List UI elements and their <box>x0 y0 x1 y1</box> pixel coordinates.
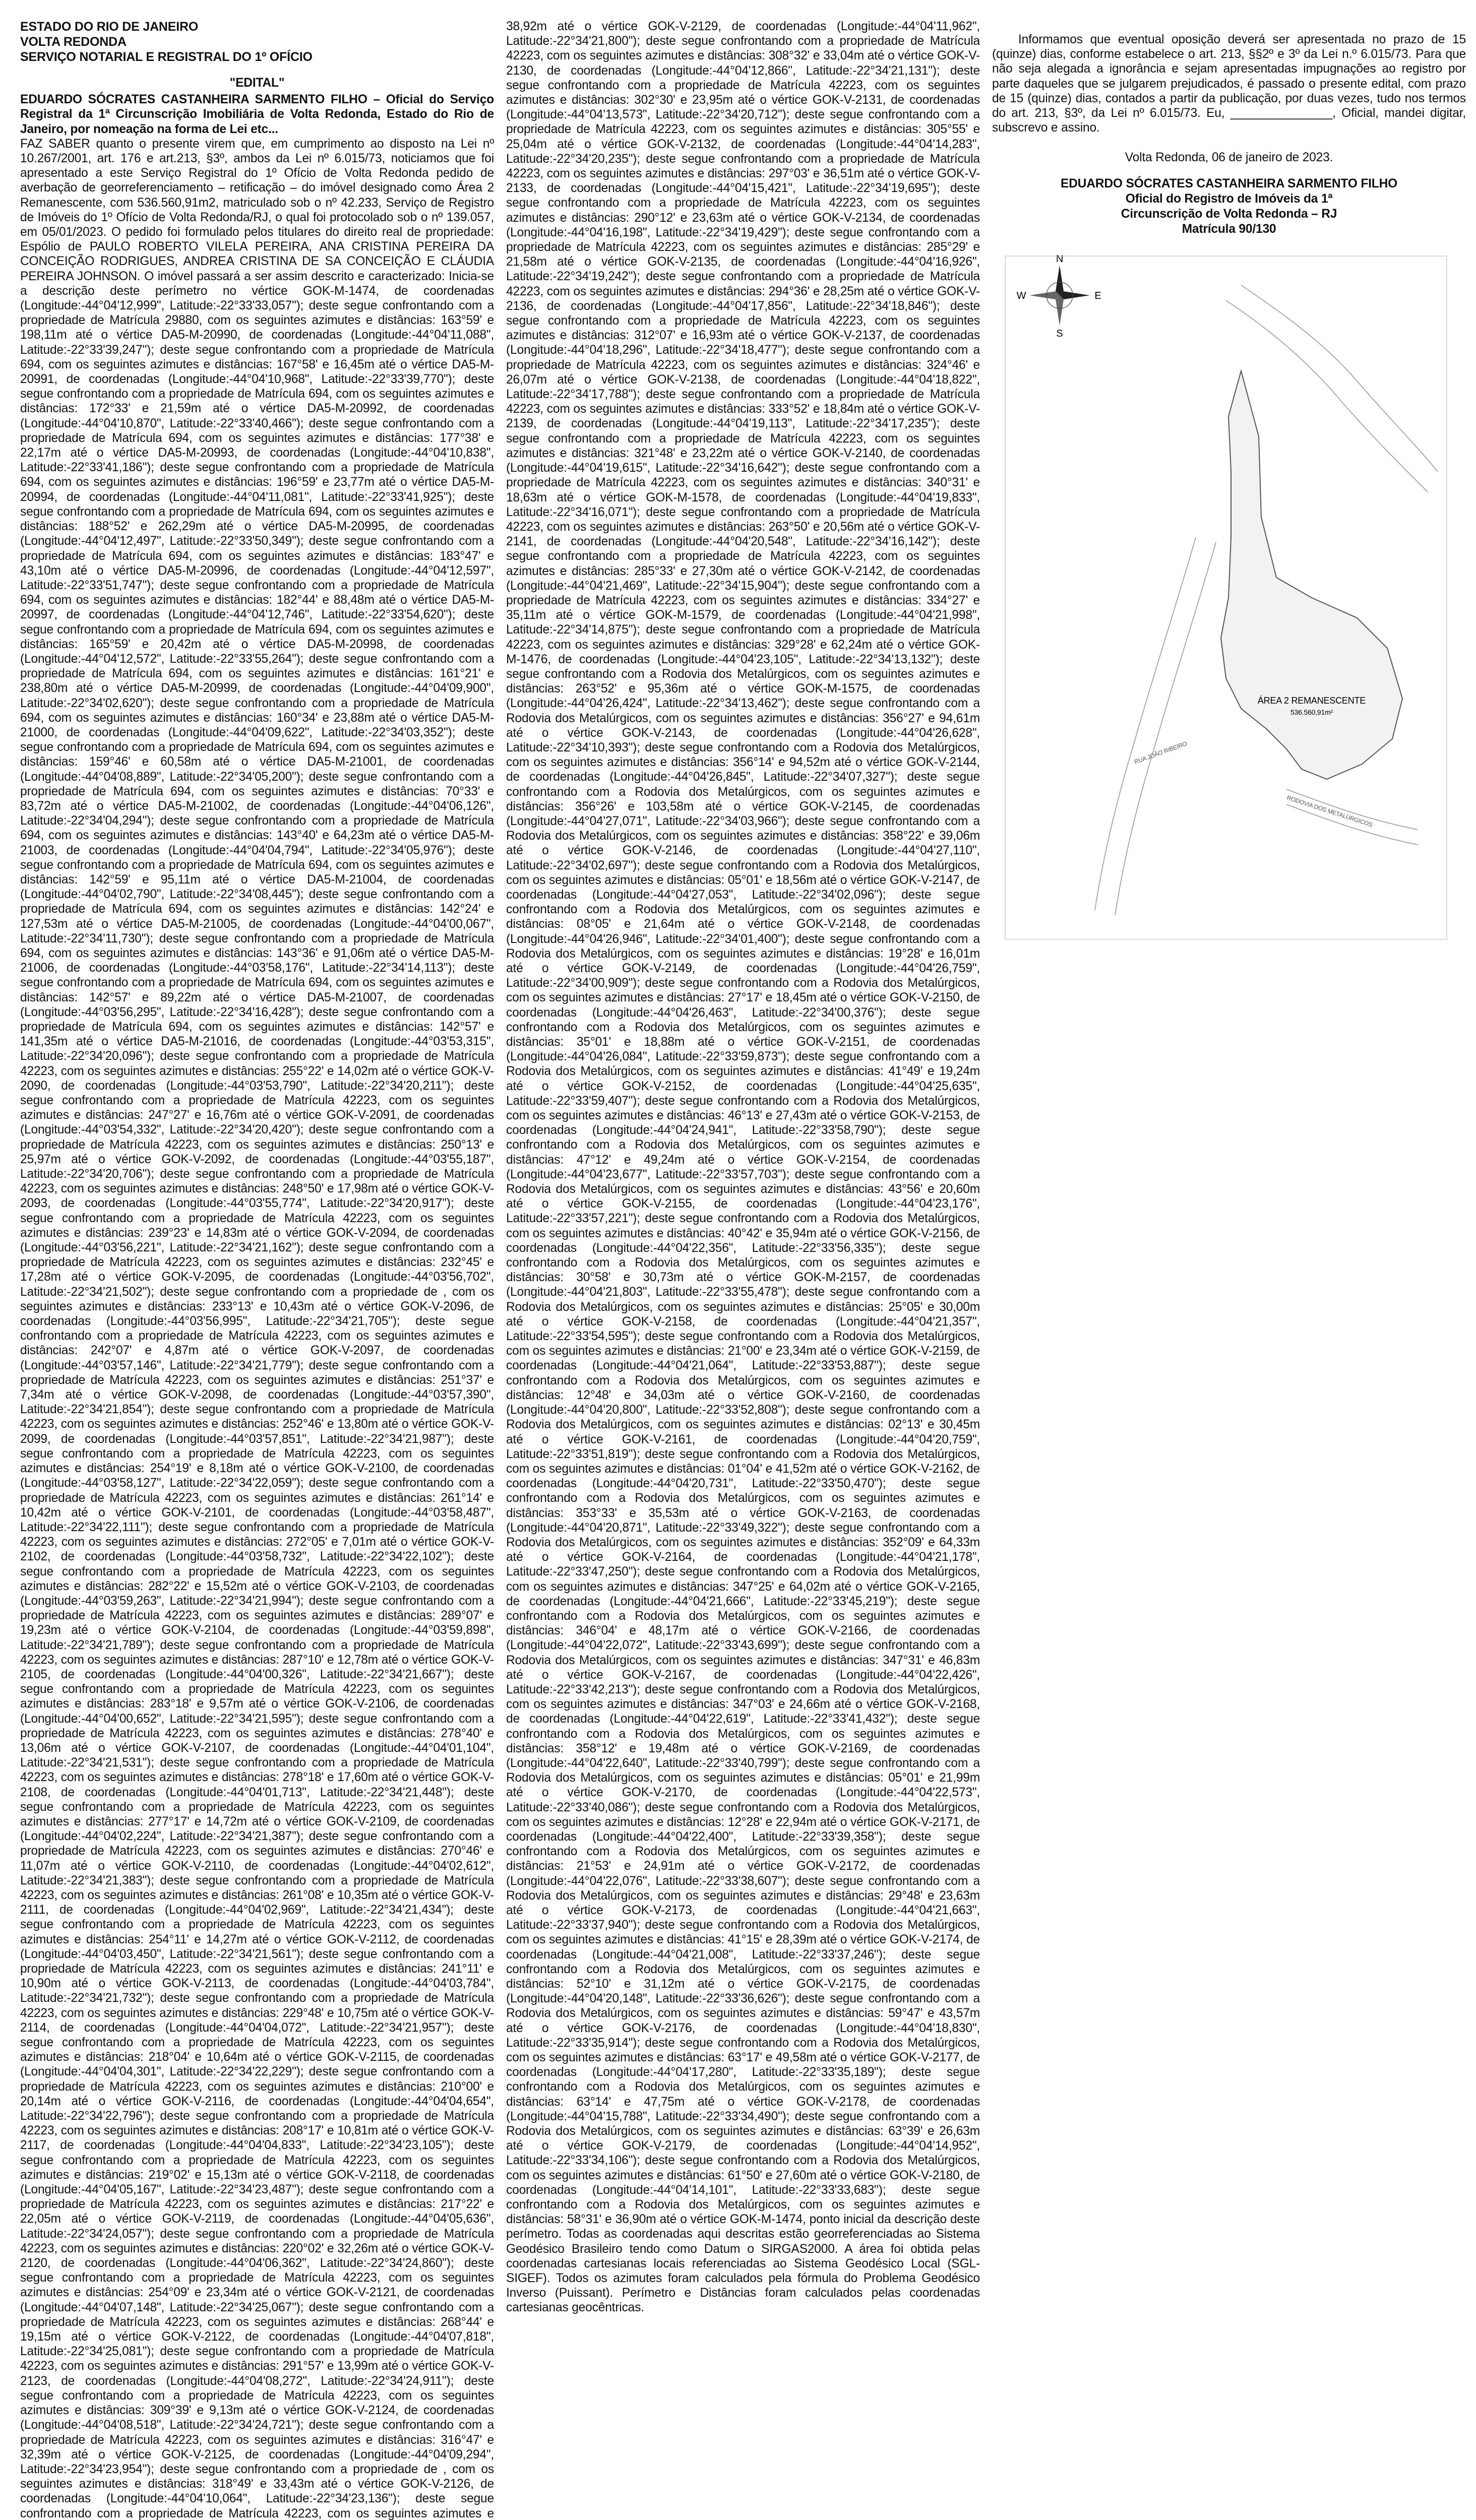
compass-s: S <box>1056 328 1063 339</box>
header-city: VOLTA REDONDA <box>20 35 127 49</box>
description-paragraph: 38,92m até o vértice GOK-V-2129, de coordenadas (Longitude:-44°04'11,962", Latitude:-22°34'21,800"); deste segue confrontando com a propriedade de Matrícula 42223, com os seguintes azimutes e distâncias: 308°32' e 33,04m até o vértice GOK-V-2130, de coordenadas (Longitude:-44°04'12,866", Latitude:-22°34'21,131"); deste segue confrontando com a propriedade de Matrícula 42223, com os seguintes azimutes e distâncias: 302°30' e 23,95m até o vértice GOK-V-2131, de coordenadas (Longitude:-44°04'13,573", Latitude:-22°34'20,712"); deste segue confrontando com a propriedade de Matrícula 42223, com os seguintes azimutes e distâncias: 305°55' e 25,04m até o vértice GOK-V-2132, de coordenadas (Longitude:-44°04'14,283", Latitude:-22°34'20,235"); deste segue confrontando com a propriedade de Matrícula 42223, com os seguintes azimutes e distâncias: 297°03' e 36,51m até o vértice GOK-V-2133, de coordenadas (Longitude:-44°04'15,421", Latitude:-22°34'19,695"); deste segue confrontando com a propriedade de Matrícula 42223, com os seguintes azimutes e distâncias: 290°12' e 23,63m até o vértice GOK-V-2134, de coordenadas (Longitude:-44°04'16,198", Latitude:-22°34'19,429"); deste segue confrontando com a propriedade de Matrícula 42223, com os seguintes azimutes e distâncias: 285°29' e 21,58m até o vértice GOK-V-2135, de coordenadas (Longitude:-44°04'16,926", Latitude:-22°34'19,242"); deste segue confrontando com a propriedade de Matrícula 42223, com os seguintes azimutes e distâncias: 294°36' e 28,25m até o vértice GOK-V-2136, de coordenadas (Longitude:-44°04'17,856", Latitude:-22°34'18,846"); deste segue confrontando com a propriedade de Matrícula 42223, com os seguintes azimutes e distâncias: 312°07' e 16,93m até o vértice GOK-V-2137, de coordenadas (Longitude:-44°04'18,296", Latitude:-22°34'18,477"); deste segue confrontando com a propriedade de Matrícula 42223, com os seguintes azimutes e distâncias: 324°46' e 26,07m até o vértice GOK-V-2138, de coordenadas (Longitude:-44°04'18,822", Latitude:-22°34'17,788"); deste segue confrontando com a propriedade de Matrícula 42223, com os seguintes azimutes e distâncias: 333°52' e 18,84m até o vértice GOK-V-2139, de coordenadas (Longitude:-44°04'19,113", Latitude:-22°34'17,235"); deste segue confrontando com a propriedade de Matrícula 42223, com os seguintes azimutes e distâncias: 321°48' e 23,22m até o vértice GOK-V-2140, de coordenadas (Longitude:-44°04'19,615", Latitude:-22°34'16,642"); deste segue confrontando com a propriedade de Matrícula 42223, com os seguintes azimutes e distâncias: 340°31' e 18,63m até o vértice GOK-M-1578, de coordenadas (Longitude:-44°04'19,833", Latitude:-22°34'16,071"); deste segue confrontando com a propriedade de Matrícula 42223, com os seguintes azimutes e distâncias: 263°50' e 20,56m até o vértice GOK-V-2141, de coordenadas (Longitude:-44°04'20,548", Latitude:-22°34'16,142"); deste segue confrontando com a propriedade de Matrícula 42223, com os seguintes azimutes e distâncias: 285°33' e 27,30m até o vértice GOK-V-2142, de coordenadas (Longitude:-44°04'21,469", Latitude:-22°34'15,904"); deste segue confrontando com a propriedade de Matrícula 42223, com os seguintes azimutes e distâncias: 334°27' e 35,11m até o vértice GOK-M-1579, de coordenadas (Longitude:-44°04'21,998", Latitude:-22°34'14,875"); deste segue confrontando com a propriedade de Matrícula 42223, com os seguintes azimutes e distâncias: 329°28' e 62,24m até o vértice GOK-M-1476, de coordenadas (Longitude:-44°04'23,105", Latitude:-22°34'13,132"); deste segue confrontando com a Rodovia dos Metalúrgicos, com os seguintes azimutes e distâncias: 263°52' e 95,36m até o vértice GOK-M-1575, de coordenadas (Longitude:-44°04'26,424", Latitude:-22°34'13,462"); deste segue confrontando com a Rodovia dos Metalúrgicos, com os seguintes azimutes e distâncias: 356°27' e 94,61m até o vértice GOK-V-2143, de coordenadas (Longitude:-44°04'26,628", Latitude:-22°34'10,393"); deste segue confrontando com a Rodovia dos Metalúrgicos, com os seguintes azimutes e distâncias: 356°14' e 94,52m até o vértice GOK-V-2144, de coordenadas (Longitude:-44°04'26,845", Latitude:-22°34'07,327"); deste segue confrontando com a Rodovia dos Metalúrgicos, com os seguintes azimutes e distâncias: 356°26' e 103,58m até o vértice GOK-V-2145, de coordenadas (Longitude:-44°04'27,071", Latitude:-22°34'03,966"); deste segue confrontando com a Rodovia dos Metalúrgicos, com os seguintes azimutes e distâncias: 358°22' e 39,06m até o vértice GOK-V-2146, de coordenadas (Longitude:-44°04'27,110", Latitude:-22°34'02,697"); deste segue confrontando com a Rodovia dos Metalúrgicos, com os seguintes azimutes e distâncias: 05°01' e 18,56m até o vértice GOK-V-2147, de coordenadas (Longitude:-44°04'27,053", Latitude:-22°34'02,096"); deste segue confrontando com a Rodovia dos Metalúrgicos, com os seguintes azimutes e distâncias: 08°05' e 21,64m até o vértice GOK-V-2148, de coordenadas (Longitude:-44°04'26,946", Latitude:-22°34'01,400"); deste segue confrontando com a Rodovia dos Metalúrgicos, com os seguintes azimutes e distâncias: 19°28' e 16,01m até o vértice GOK-V-2149, de coordenadas (Longitude:-44°04'26,759", Latitude:-22°34'00,909"); deste segue confrontando com a Rodovia dos Metalúrgicos, com os seguintes azimutes e distâncias: 27°17' e 18,45m até o vértice GOK-V-2150, de coordenadas (Longitude:-44°04'26,463", Latitude:-22°34'00,376"); deste segue confrontando com a Rodovia dos Metalúrgicos, com os seguintes azimutes e distâncias: 35°01' e 18,88m até o vértice GOK-V-2151, de coordenadas (Longitude:-44°04'26,084", Latitude:-22°33'59,873"); deste segue confrontando com a Rodovia dos Metalúrgicos, com os seguintes azimutes e distâncias: 41°49' e 19,24m até o vértice GOK-V-2152, de coordenadas (Longitude:-44°04'25,635", Latitude:-22°33'59,407"); deste segue confrontando com a Rodovia dos Metalúrgicos, com os seguintes azimutes e distâncias: 46°13' e 27,43m até o vértice GOK-V-2153, de coordenadas (Longitude:-44°04'24,941", Latitude:-22°33'58,790"); deste segue confrontando com a Rodovia dos Metalúrgicos, com os seguintes azimutes e distâncias: 47°12' e 49,24m até o vértice GOK-V-2154, de coordenadas (Longitude:-44°04'23,677", Latitude:-22°33'57,703"); deste segue confrontando com a Rodovia dos Metalúrgicos, com os seguintes azimutes e distâncias: 43°56' e 20,60m até o vértice GOK-V-2155, de coordenadas (Longitude:-44°04'23,176", Latitude:-22°33'57,221"); deste segue confrontando com a Rodovia dos Metalúrgicos, com os seguintes azimutes e distâncias: 40°42' e 35,94m até o vértice GOK-V-2156, de coordenadas (Longitude:-44°04'22,356", Latitude:-22°33'56,335"); deste segue confrontando com a Rodovia dos Metalúrgicos, com os seguintes azimutes e distâncias: 30°58' e 30,73m até o vértice GOK-M-2157, de coordenadas (Longitude:-44°04'21,803", Latitude:-22°33'55,478"); deste segue confrontando com a Rodovia dos Metalúrgicos, com os seguintes azimutes e distâncias: 25°05' e 30,00m até o vértice GOK-V-2158, de coordenadas (Longitude:-44°04'21,357", Latitude:-22°33'54,595"); deste segue confrontando com a Rodovia dos Metalúrgicos, com os seguintes azimutes e distâncias: 21°00' e 23,34m até o vértice GOK-V-2159, de coordenadas (Longitude:-44°04'21,064", Latitude:-22°33'53,887"); deste segue confrontando com a Rodovia dos Metalúrgicos, com os seguintes azimutes e distâncias: 12°48' e 34,03m até o vértice GOK-V-2160, de coordenadas (Longitude:-44°04'20,800", Latitude:-22°33'52,808"); deste segue confrontando com a Rodovia dos Metalúrgicos, com os seguintes azimutes e distâncias: 02°13' e 30,45m até o vértice GOK-V-2161, de coordenadas (Longitude:-44°04'20,759", Latitude:-22°33'51,819"); deste segue confrontando com a Rodovia dos Metalúrgicos, com os seguintes azimutes e distâncias: 01°04' e 41,52m até o vértice GOK-V-2162, de coordenadas (Longitude:-44°04'20,731", Latitude:-22°33'50,470"); deste segue confrontando com a Rodovia dos Metalúrgicos, com os seguintes azimutes e distâncias: 353°33' e 35,53m até o vértice GOK-V-2163, de coordenadas (Longitude:-44°04'20,871", Latitude:-22°33'49,322"); deste segue confrontando com a Rodovia dos Metalúrgicos, com os seguintes azimutes e distâncias: 352°09' e 64,33m até o vértice GOK-V-2164, de coordenadas (Longitude:-44°04'21,178", Latitude:-22°33'47,250"); deste segue confrontando com a Rodovia dos Metalúrgicos, com os seguintes azimutes e distâncias: 347°25' e 64,02m até o vértice GOK-V-2165, de coordenadas (Longitude:-44°04'21,666", Latitude:-22°33'45,219"); deste segue confrontando com a Rodovia dos Metalúrgicos, com os seguintes azimutes e distâncias: 346°04' e 48,17m até o vértice GOK-V-2166, de coordenadas (Longitude:-44°04'22,072", Latitude:-22°33'43,699"); deste segue confrontando com a Rodovia dos Metalúrgicos, com os seguintes azimutes e distâncias: 347°31' e 46,83m até o vértice GOK-V-2167, de coordenadas (Longitude:-44°04'22,426", Latitude:-22°33'42,213"); deste segue confrontando com a Rodovia dos Metalúrgicos, com os seguintes azimutes e distâncias: 347°03' e 24,66m até o vértice GOK-V-2168, de coordenadas (Longitude:-44°04'22,619", Latitude:-22°33'41,432"); deste segue confrontando com a Rodovia dos Metalúrgicos, com os seguintes azimutes e distâncias: 358°12' e 19,48m até o vértice GOK-V-2169, de coordenadas (Longitude:-44°04'22,640", Latitude:-22°33'40,799"); deste segue confrontando com a Rodovia dos Metalúrgicos, com os seguintes azimutes e distâncias: 05°01' e 21,99m até o vértice GOK-V-2170, de coordenadas (Longitude:-44°04'22,573", Latitude:-22°33'40,086"); deste segue confrontando com a Rodovia dos Metalúrgicos, com os seguintes azimutes e distâncias: 12°28' e 22,94m até o vértice GOK-V-2171, de coordenadas (Longitude:-44°04'22,400", Latitude:-22°33'39,358"); deste segue confrontando com a Rodovia dos Metalúrgicos, com os seguintes azimutes e distâncias: 21°53' e 24,91m até o vértice GOK-V-2172, de coordenadas (Longitude:-44°04'22,076", Latitude:-22°33'38,607"); deste segue confrontando com a Rodovia dos Metalúrgicos, com os seguintes azimutes e distâncias: 29°48' e 23,63m até o vértice GOK-V-2173, de coordenadas (Longitude:-44°04'21,663", Latitude:-22°33'37,940"); deste segue confrontando com a Rodovia dos Metalúrgicos, com os seguintes azimutes e distâncias: 41°15' e 28,39m até o vértice GOK-V-2174, de coordenadas (Longitude:-44°04'21,008", Latitude:-22°33'37,246"); deste segue confrontando com a Rodovia dos Metalúrgicos, com os seguintes azimutes e distâncias: 52°10' e 31,12m até o vértice GOK-V-2175, de coordenadas (Longitude:-44°04'20,148", Latitude:-22°33'36,626"); deste segue confrontando com a Rodovia dos Metalúrgicos, com os seguintes azimutes e distâncias: 59°47' e 43,57m até o vértice GOK-V-2176, de coordenadas (Longitude:-44°04'18,830", Latitude:-22°33'35,914"); deste segue confrontando com a Rodovia dos Metalúrgicos, com os seguintes azimutes e distâncias: 63°17' e 49,58m até o vértice GOK-V-2177, de coordenadas (Longitude:-44°04'17,280", Latitude:-22°33'35,189"); deste segue confrontando com a Rodovia dos Metalúrgicos, com os seguintes azimutes e distâncias: 63°14' e 47,75m até o vértice GOK-V-2178, de coordenadas (Longitude:-44°04'15,788", Latitude:-22°33'34,490"); deste segue confrontando com a Rodovia dos Metalúrgicos, com os seguintes azimutes e distâncias: 63°39' e 26,63m até o vértice GOK-V-2179, de coordenadas (Longitude:-44°04'14,952", Latitude:-22°33'34,106"); deste segue confrontando com a Rodovia dos Metalúrgicos, com os seguintes azimutes e distâncias: 61°50' e 27,60m até o vértice GOK-V-2180, de coordenadas (Longitude:-44°04'14,101", Latitude:-22°33'33,683"); deste segue confrontando com a Rodovia dos Metalúrgicos, com os seguintes azimutes e distâncias: 58°31' e 36,90m até o vértice GOK-M-1474, ponto inicial da descrição deste perímetro. Todas as coordenadas aqui descritas estão georreferenciadas ao Sistema Geodésico Brasileiro tendo como Datum o SIRGAS2000. A área foi obtida pelas coordenadas cartesianas locais referenciadas ao Sistema Geodésico Local (SGL-SIGEF). Todos os azimutes foram calculados pela fórmula do Problema Geodésico Inverso (Puissant). Perímetro e Distâncias foram calculados pelas coordenadas cartesianas geocêntricas. <box>506 20 980 2315</box>
map-frame <box>1005 256 1447 939</box>
header-block <box>20 19 494 65</box>
edital-intro <box>20 92 494 137</box>
column-3 <box>992 19 1466 2520</box>
column-1 <box>20 19 494 2520</box>
map-svg <box>1004 255 1448 940</box>
road-label-1: RUA JOÃO RIBEIRO <box>1133 739 1188 766</box>
text-columns <box>20 19 1466 2520</box>
compass-w: W <box>1016 290 1026 301</box>
closing-paragraph: Informamos que eventual oposição deverá ser apresentada no prazo de 15 (quinze) dias, conforme estabelece o art. 213, §§2º e 3º da Lei n.º 6.015/73. Para que não seja alegada a ignorância e sejam apresentadas impugnações ao registro por parte daqueles que se julgarem prejudicados, é passado o presente edital, com prazo de 15 (quinze) dias, contados a partir da publicação, por duas vezes, tudo nos termos do art. 213, §3º, da Lei nº 6.015/73. Eu, _______________, Oficial, mandei digitar, subscrevo e assino. <box>992 33 1466 135</box>
header-office: SERVIÇO NOTARIAL E REGISTRAL DO 1º OFÍCIO <box>20 50 313 64</box>
signature-name: EDUARDO SÓCRATES CASTANHEIRA SARMENTO FILHO <box>1060 176 1398 191</box>
flow-part-1 <box>20 137 494 2520</box>
property-map <box>1004 255 1448 940</box>
area-polygon <box>1221 371 1402 779</box>
column-2 <box>506 19 980 2520</box>
road-label-2: RODOVIA DOS METALÚRGICOS <box>1286 794 1374 829</box>
header-state: ESTADO DO RIO DE JANEIRO <box>20 20 199 34</box>
compass-rose <box>1017 255 1101 339</box>
compass-n: N <box>1056 255 1064 265</box>
area-label: ÁREA 2 REMANESCENTE <box>1257 695 1366 706</box>
edital-title: "EDITAL" <box>229 76 285 90</box>
area-size-label: 536.560,91m² <box>1290 708 1333 716</box>
date-line: Volta Redonda, 06 de janeiro de 2023. <box>1125 151 1333 165</box>
flow-part-2 <box>506 19 980 2315</box>
description-paragraph: FAZ SABER quanto o presente virem que, em cumprimento ao disposto na Lei nº 10.267/2001, art. 176 e art.213, §3º, ambos da Lei nº 6.015/73, noticiamos que foi apresentado a este Serviço Registral do 1º Ofício de Volta Redonda pedido de averbação de georreferenciamento – retificação – do imóvel designado como Área 2 Remanescente, com 536.560,91m2, matriculado sob o nº 42.233, Serviço de Registro de Imóveis do 1º Ofício de Volta Redonda/RJ, o qual foi protocolado sob o nº 139.057, em 05/01/2023. O pedido foi formulado pelos titulares do direito real de propriedade: Espólio de PAULO ROBERTO VILELA PEREIRA, ANA CRISTINA PEREIRA DA CONCEIÇÃO RODRIGUES, ANDREA CRISTINA DE SA CONCEIÇÃO E CLÁUDIA PEREIRA JOHNSON. O imóvel passará a ser assim descrito e caracterizado: Inicia-se a descrição deste perímetro no vértice GOK-M-1474, de coordenadas (Longitude:-44°04'12,999", Latitude:-22°33'33,057"); deste segue confrontando com a propriedade de Matrícula 29880, com os seguintes azimutes e distâncias: 163°59' e 198,11m até o vértice DA5-M-20990, de coordenadas (Longitude:-44°04'11,088", Latitude:-22°33'39,247"); deste segue confrontando com a propriedade de Matrícula 694, com os seguintes azimutes e distâncias: 167°58' e 16,45m até o vértice DA5-M-20991, de coordenadas (Longitude:-44°04'10,968", Latitude:-22°33'39,770"); deste segue confrontando com a propriedade de Matrícula 694, com os seguintes azimutes e distâncias: 172°33' e 21,59m até o vértice DA5-M-20992, de coordenadas (Longitude:-44°04'10,870", Latitude:-22°33'40,466"); deste segue confrontando com a propriedade de Matrícula 694, com os seguintes azimutes e distâncias: 177°38' e 22,17m até o vértice DA5-M-20993, de coordenadas (Longitude:-44°04'10,838", Latitude:-22°33'41,186"); deste segue confrontando com a propriedade de Matrícula 694, com os seguintes azimutes e distâncias: 196°59' e 23,77m até o vértice DA5-M-20994, de coordenadas (Longitude:-44°04'11,081", Latitude:-22°33'41,925"); deste segue confrontando com a propriedade de Matrícula 694, com os seguintes azimutes e distâncias: 188°52' e 262,29m até o vértice DA5-M-20995, de coordenadas (Longitude:-44°04'12,497", Latitude:-22°33'50,349"); deste segue confrontando com a propriedade de Matrícula 694, com os seguintes azimutes e distâncias: 183°47' e 43,10m até o vértice DA5-M-20996, de coordenadas (Longitude:-44°04'12,597", Latitude:-22°33'51,747"); deste segue confrontando com a propriedade de Matrícula 694, com os seguintes azimutes e distâncias: 182°44' e 88,48m até o vértice DA5-M-20997, de coordenadas (Longitude:-44°04'12,746", Latitude:-22°33'54,620"); deste segue confrontando com a propriedade de Matrícula 694, com os seguintes azimutes e distâncias: 165°59' e 20,42m até o vértice DA5-M-20998, de coordenadas (Longitude:-44°04'12,572", Latitude:-22°33'55,264"); deste segue confrontando com a propriedade de Matrícula 694, com os seguintes azimutes e distâncias: 161°21' e 238,80m até o vértice DA5-M-20999, de coordenadas (Longitude:-44°04'09,900", Latitude:-22°34'02,620"); deste segue confrontando com a propriedade de Matrícula 694, com os seguintes azimutes e distâncias: 160°34' e 23,88m até o vértice DA5-M-21000, de coordenadas (Longitude:-44°04'09,622", Latitude:-22°34'03,352"); deste segue confrontando com a propriedade de Matrícula 694, com os seguintes azimutes e distâncias: 159°46' e 60,58m até o vértice DA5-M-21001, de coordenadas (Longitude:-44°04'08,889", Latitude:-22°34'05,200"); deste segue confrontando com a propriedade de Matrícula 694, com os seguintes azimutes e distâncias: 70°33' e 83,72m até o vértice DA5-M-21002, de coordenadas (Longitude:-44°04'06,126", Latitude:-22°34'04,294"); deste segue confrontando com a propriedade de Matrícula 694, com os seguintes azimutes e distâncias: 143°40' e 64,23m até o vértice DA5-M-21003, de coordenadas (Longitude:-44°04'04,794", Latitude:-22°34'05,976"); deste segue confrontando com a propriedade de Matrícula 694, com os seguintes azimutes e distâncias: 142°59' e 95,11m até o vértice DA5-M-21004, de coordenadas (Longitude:-44°04'02,790", Latitude:-22°34'08,445"); deste segue confrontando com a propriedade de Matrícula 694, com os seguintes azimutes e distâncias: 142°24' e 127,53m até o vértice DA5-M-21005, de coordenadas (Longitude:-44°04'00,067", Latitude:-22°34'11,730"); deste segue confrontando com a propriedade de Matrícula 694, com os seguintes azimutes e distâncias: 143°36' e 91,06m até o vértice DA5-M-21006, de coordenadas (Longitude:-44°03'58,176", Latitude:-22°34'14,113"); deste segue confrontando com a propriedade de Matrícula 694, com os seguintes azimutes e distâncias: 142°57' e 89,22m até o vértice DA5-M-21007, de coordenadas (Longitude:-44°03'56,295", Latitude:-22°34'16,428"); deste segue confrontando com a propriedade de Matrícula 694, com os seguintes azimutes e distâncias: 142°57' e 141,35m até o vértice DA5-M-21016, de coordenadas (Longitude:-44°03'53,315", Latitude:-22°34'20,096"); deste segue confrontando com a propriedade de Matrícula 42223, com os seguintes azimutes e distâncias: 255°22' e 14,02m até o vértice GOK-V-2090, de coordenadas (Longitude:-44°03'53,790", Latitude:-22°34'20,211"); deste segue confrontando com a propriedade de Matrícula 42223, com os seguintes azimutes e distâncias: 247°27' e 16,76m até o vértice GOK-V-2091, de coordenadas (Longitude:-44°03'54,332", Latitude:-22°34'20,420"); deste segue confrontando com a propriedade de Matrícula 42223, com os seguintes azimutes e distâncias: 250°13' e 25,97m até o vértice GOK-V-2092, de coordenadas (Longitude:-44°03'55,187", Latitude:-22°34'20,706"); deste segue confrontando com a propriedade de Matrícula 42223, com os seguintes azimutes e distâncias: 248°50' e 17,98m até o vértice GOK-V-2093, de coordenadas (Longitude:-44°03'55,774", Latitude:-22°34'20,917"); deste segue confrontando com a propriedade de Matrícula 42223, com os seguintes azimutes e distâncias: 239°23' e 14,83m até o vértice GOK-V-2094, de coordenadas (Longitude:-44°03'56,221", Latitude:-22°34'21,162"); deste segue confrontando com a propriedade de Matrícula 42223, com os seguintes azimutes e distâncias: 232°45' e 17,28m até o vértice GOK-V-2095, de coordenadas (Longitude:-44°03'56,702", Latitude:-22°34'21,502"); deste segue confrontando com a propriedade de , com os seguintes azimutes e distâncias: 233°13' e 10,43m até o vértice GOK-V-2096, de coordenadas (Longitude:-44°03'56,995", Latitude:-22°34'21,705"); deste segue confrontando com a propriedade de Matrícula 42223, com os seguintes azimutes e distâncias: 242°07' e 4,87m até o vértice GOK-V-2097, de coordenadas (Longitude:-44°03'57,146", Latitude:-22°34'21,779"); deste segue confrontando com a propriedade de Matrícula 42223, com os seguintes azimutes e distâncias: 251°37' e 7,34m até o vértice GOK-V-2098, de coordenadas (Longitude:-44°03'57,390", Latitude:-22°34'21,854"); deste segue confrontando com a propriedade de Matrícula 42223, com os seguintes azimutes e distâncias: 252°46' e 13,80m até o vértice GOK-V-2099, de coordenadas (Longitude:-44°03'57,851", Latitude:-22°34'21,987"); deste segue confrontando com a propriedade de Matrícula 42223, com os seguintes azimutes e distâncias: 254°19' e 8,18m até o vértice GOK-V-2100, de coordenadas (Longitude:-44°03'58,127", Latitude:-22°34'22,059"); deste segue confrontando com a propriedade de Matrícula 42223, com os seguintes azimutes e distâncias: 261°14' e 10,42m até o vértice GOK-V-2101, de coordenadas (Longitude:-44°03'58,487", Latitude:-22°34'22,111"); deste segue confrontando com a propriedade de Matrícula 42223, com os seguintes azimutes e distâncias: 272°05' e 7,01m até o vértice GOK-V-2102, de coordenadas (Longitude:-44°03'58,732", Latitude:-22°34'22,102"); deste segue confrontando com a propriedade de Matrícula 42223, com os seguintes azimutes e distâncias: 282°22' e 15,52m até o vértice GOK-V-2103, de coordenadas (Longitude:-44°03'59,263", Latitude:-22°34'21,994"); deste segue confrontando com a propriedade de Matrícula 42223, com os seguintes azimutes e distâncias: 289°07' e 19,23m até o vértice GOK-V-2104, de coordenadas (Longitude:-44°03'59,898", Latitude:-22°34'21,789"); deste segue confrontando com a propriedade de Matrícula 42223, com os seguintes azimutes e distâncias: 287°10' e 12,78m até o vértice GOK-V-2105, de coordenadas (Longitude:-44°04'00,326", Latitude:-22°34'21,667"); deste segue confrontando com a propriedade de Matrícula 42223, com os seguintes azimutes e distâncias: 283°18' e 9,57m até o vértice GOK-V-2106, de coordenadas (Longitude:-44°04'00,652", Latitude:-22°34'21,595"); deste segue confrontando com a propriedade de Matrícula 42223, com os seguintes azimutes e distâncias: 278°40' e 13,06m até o vértice GOK-V-2107, de coordenadas (Longitude:-44°04'01,104", Latitude:-22°34'21,531"); deste segue confrontando com a propriedade de Matrícula 42223, com os seguintes azimutes e distâncias: 278°18' e 17,60m até o vértice GOK-V-2108, de coordenadas (Longitude:-44°04'01,713", Latitude:-22°34'21,448"); deste segue confrontando com a propriedade de Matrícula 42223, com os seguintes azimutes e distâncias: 277°17' e 14,72m até o vértice GOK-V-2109, de coordenadas (Longitude:-44°04'02,224", Latitude:-22°34'21,387"); deste segue confrontando com a propriedade de Matrícula 42223, com os seguintes azimutes e distâncias: 270°46' e 11,07m até o vértice GOK-V-2110, de coordenadas (Longitude:-44°04'02,612", Latitude:-22°34'21,383"); deste segue confrontando com a propriedade de Matrícula 42223, com os seguintes azimutes e distâncias: 261°08' e 10,35m até o vértice GOK-V-2111, de coordenadas (Longitude:-44°04'02,969", Latitude:-22°34'21,434"); deste segue confrontando com a propriedade de Matrícula 42223, com os seguintes azimutes e distâncias: 254°11' e 14,27m até o vértice GOK-V-2112, de coordenadas (Longitude:-44°04'03,450", Latitude:-22°34'21,561"); deste segue confrontando com a propriedade de Matrícula 42223, com os seguintes azimutes e distâncias: 241°11' e 10,90m até o vértice GOK-V-2113, de coordenadas (Longitude:-44°04'03,784", Latitude:-22°34'21,732"); deste segue confrontando com a propriedade de Matrícula 42223, com os seguintes azimutes e distâncias: 229°48' e 10,75m até o vértice GOK-V-2114, de coordenadas (Longitude:-44°04'04,072", Latitude:-22°34'21,957"); deste segue confrontando com a propriedade de Matrícula 42223, com os seguintes azimutes e distâncias: 218°04' e 10,64m até o vértice GOK-V-2115, de coordenadas (Longitude:-44°04'04,301", Latitude:-22°34'22,229"); deste segue confrontando com a propriedade de Matrícula 42223, com os seguintes azimutes e distâncias: 210°00' e 20,14m até o vértice GOK-V-2116, de coordenadas (Longitude:-44°04'04,654", Latitude:-22°34'22,796"); deste segue confrontando com a propriedade de Matrícula 42223, com os seguintes azimutes e distâncias: 208°17' e 10,81m até o vértice GOK-V-2117, de coordenadas (Longitude:-44°04'04,833", Latitude:-22°34'23,105"); deste segue confrontando com a propriedade de Matrícula 42223, com os seguintes azimutes e distâncias: 219°02' e 15,13m até o vértice GOK-V-2118, de coordenadas (Longitude:-44°04'05,167", Latitude:-22°34'23,487"); deste segue confrontando com a propriedade de Matrícula 42223, com os seguintes azimutes e distâncias: 217°22' e 22,05m até o vértice GOK-V-2119, de coordenadas (Longitude:-44°04'05,636", Latitude:-22°34'24,057"); deste segue confrontando com a propriedade de Matrícula 42223, com os seguintes azimutes e distâncias: 220°02' e 32,26m até o vértice GOK-V-2120, de coordenadas (Longitude:-44°04'06,362", Latitude:-22°34'24,860"); deste segue confrontando com a propriedade de Matrícula 42223, com os seguintes azimutes e distâncias: 254°09' e 23,34m até o vértice GOK-V-2121, de coordenadas (Longitude:-44°04'07,148", Latitude:-22°34'25,067"); deste segue confrontando com a propriedade de Matrícula 42223, com os seguintes azimutes e distâncias: 268°44' e 19,15m até o vértice GOK-V-2122, de coordenadas (Longitude:-44°04'07,818", Latitude:-22°34'25,081"); deste segue confrontando com a propriedade de Matrícula 42223, com os seguintes azimutes e distâncias: 291°57' e 13,99m até o vértice GOK-V-2123, de coordenadas (Longitude:-44°04'08,272", Latitude:-22°34'24,911"); deste segue confrontando com a propriedade de Matrícula 42223, com os seguintes azimutes e distâncias: 309°39' e 9,13m até o vértice GOK-V-2124, de coordenadas (Longitude:-44°04'08,518", Latitude:-22°34'24,721"); deste segue confrontando com a propriedade de Matrícula 42223, com os seguintes azimutes e distâncias: 316°47' e 32,39m até o vértice GOK-V-2125, de coordenadas (Longitude:-44°04'09,294", Latitude:-22°34'23,954"); deste segue confrontando com a propriedade de , com os seguintes azimutes e distâncias: 318°49' e 33,43m até o vértice GOK-V-2126, de coordenadas (Longitude:-44°04'10,064", Latitude:-22°34'23,136"); deste segue confrontando com a propriedade de Matrícula 42223, com os seguintes azimutes e <box>20 137 494 2520</box>
signature-role-3: Matrícula 90/130 <box>1182 222 1276 236</box>
signature-block <box>992 176 1466 237</box>
intro-text: EDUARDO SÓCRATES CASTANHEIRA SARMENTO FILHO – Oficial do Serviço Registral da 1ª Circunscrição Imobiliária de Volta Redonda, Estado do Rio de Janeiro, por nomeação na forma de Lei etc... <box>20 93 494 136</box>
compass-e: E <box>1094 290 1101 301</box>
signature-role-1: Oficial do Registro de Imóveis da 1ª <box>1125 192 1333 206</box>
signature-role-2: Circunscrição de Volta Redonda – RJ <box>1121 207 1337 221</box>
